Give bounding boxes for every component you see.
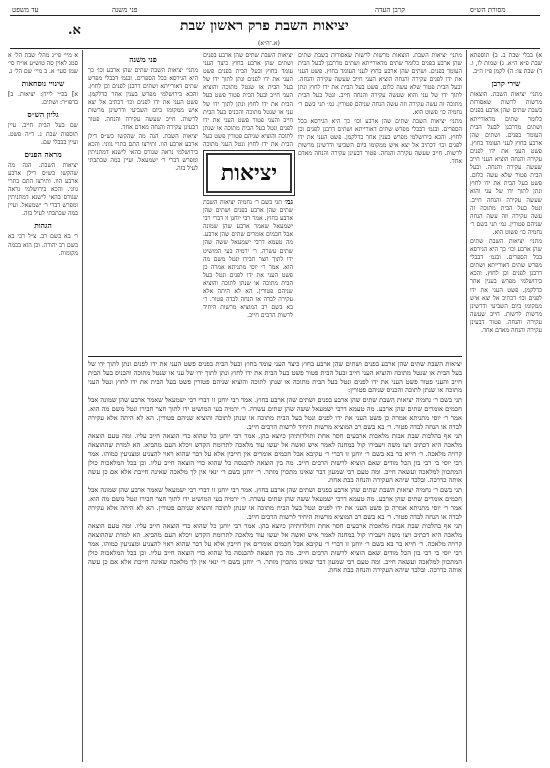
left-margin-column: [8, 52, 78, 758]
ein-mishpat-label: עד משפט: [12, 6, 39, 14]
divider-right: [466, 50, 467, 762]
header-rule-top: [10, 15, 540, 16]
korban-haeda-text-2: מתני׳ יציאות השבת שתים שהן ארבע וכו׳ כך היא הגירסא בכל הספרים. ובגמ׳ דבבלי מפרש שתים דאורייתא ושתים דרבנן לפנים וכן לחוץ. והכא בירושלמי מפרש בענין אחר כדלקמן. פשט העני את ידו לפנים וכו׳ דכתיב אל יצא איש ממקומו ביום השביעי ודרשינן מרשות לרשות. חייב שעשה עקירה והנחה. פטור דבעינן עקירה והנחה מאדם אחד.: [298, 117, 462, 166]
korban-haeda-column: [298, 52, 462, 352]
main-mishnah-text: תני בשם ר׳ נחמיה יציאות השבת שתים שהן ארבע בפנים ושתים שהן ארבע בחוץ. אמר רבי יוחנן זו דברי רבי ישמעאל שאמר ארבע שהן שמונה אבל חכמים אומרים שתים שהן ארבע. מה טעמא דרבי ישמעאל ששה שהן שתים עשרה. ר׳ ירמיה בעי המושיט ידו לתוך חצר חבירו ונטל משם מה הוא. אמר ר׳ יוסי מתניתא אמרה כן פשט העני את ידו לפנים ונטל בעל הבית מתוכה או שנתן לתוכה והוציא שניהם פטורין. הא לא היתה אלא עקירה לבדה או הנחה לבדה פטור. ר׳ בא בשם רב המוציא מרשות היחיד לרשות הרבים חייב.: [203, 199, 293, 320]
pnei-moshe-column: [88, 52, 198, 352]
shirei-korban-title: שירי קרבן: [491, 79, 521, 89]
right-margin-column: [470, 52, 542, 758]
title-word-box: [203, 150, 295, 196]
ein-mishpat-text: א מיי׳ פי״ג מהל׳ שבת הל׳ א סמג לאוין סה טוש״ע או״ח סי׳ שמז סעי׳ א. ב מיי׳ שם הל׳ ג.: [8, 52, 78, 76]
marah-text: יציאות השבת. הנה מה שהקשו בש״ס דילן ארבע ארבע הוו. ותירצו התם בתרי גווני. והכא בירושלמי נראה שגורס בהאי לישנא דמתניתין ומפרש דברי ר׳ ישמעאל. ועיין במה שכתבתי לעיל בזה.: [8, 161, 78, 218]
korban-haeda-label: קרבן העדה: [375, 6, 405, 14]
gemara-text-1: יציאות השבת שתים שהן ארבע בפנים ושתים שהן ארבע בחוץ כיצד העני עומד בחוץ ובעל הבית בפנים פשט העני את ידו לפנים ונתן לתוך ידו של בעל הבית או שנטל מתוכה והוציא העני חייב ובעל הבית פטור פשט בעל הבית את ידו לחוץ ונתן לתוך ידו של עני או שנטל מתוכה והכניס בעל הבית חייב והעני פטור פשט העני את ידו לפנים ונטל בעל הבית מתוכה או שנתן לתוכה והוציא שניהם פטורין פשט בעל הבית את ידו לחוץ ונטל העני מתוכה או שנתן לתוכה והכניס שניהם פטורין:: [88, 360, 462, 395]
daf-number: א.: [68, 23, 81, 38]
gilyon-text: שם בעל הבית חייב. עיין תוספות שבת ג. ד״ה פשט. ועיין בבבלי שם.: [8, 122, 78, 146]
gemara-label: גמ׳: [284, 197, 293, 206]
divider-left: [82, 50, 83, 762]
pnei-moshe-text: מתני׳ יציאות השבת שתים שהן ארבע וכו׳ כך היא הגירסא בכל הספרים. ובגמ׳ דבבלי מפרש שתים דאורייתא ושתים דרבנן לפנים וכן לחוץ. והכא בירושלמי מפרש בענין אחר כדלקמן. פשט העני את ידו לפנים וכו׳ דכתיב אל יצא איש ממקומו ביום השביעי ודרשינן מרשות לרשות. חייב שעשה עקירה והנחה. פטור דבעינן עקירה והנחה מאדם אחד.: [88, 67, 198, 131]
section-rule: [88, 356, 462, 357]
shirei-korban-text: מתני׳ יציאות השבת. הוצאות מרשות לרשות שאסורות בשבת שתים שהן ארבע בפנים כלומר שתים מדאורייתא ושתים מדרבנן לבעל הבית העומד בפנים. ושתים שהן ארבע בחוץ לעני העומד בחוץ. פשט העני את ידו לפנים עקירה והנחה הוציא העני חייב שעשה עקירה והנחה. ובעל הבית פטור שלא עשה כלום. פשט בעל הבית את ידו לחוץ ונתן לתוך ידו של עני והוא שעשה עקירה והנחה חייב. ונטל בעל הבית מתוכה זה עשה עקירה וזה עשה הנחה שניהם פטורין. גמ׳ תני בשם ר׳ נחמיה כו׳ פשוט הוא.: [470, 91, 542, 236]
mesoret-label: מסורת הש״ס: [470, 6, 506, 14]
korban-haeda-text: מתני׳ יציאות השבת. הוצאות מרשות לרשות שאסורות בשבת שתים שהן ארבע בפנים כלומר שתים מדאורייתא ושתים מדרבנן לבעל הבית העומד בפנים. ושתים שהן ארבע בחוץ לעני העומד בחוץ. פשט העני את ידו לפנים עקירה והנחה הוציא העני חייב שעשה עקירה והנחה. ובעל הבית פטור שלא עשה כלום. פשט בעל הבית את ידו לחוץ ונתן לתוך ידו של עני והוא שעשה עקירה והנחה חייב. ונטל בעל הבית מתוכה זה עשה עקירה וזה עשה הנחה שניהם פטורין. גמ׳ תני בשם ר׳ נחמיה כו׳ פשוט הוא.: [298, 52, 462, 116]
pnei-moshe-label: פני משנה: [112, 6, 138, 14]
gemara-text-5: תני אף בהלכות שבת אבות מלאכות ארבעים חסר אחת ותולדותיהן כיוצא בהן. אמר רבי יוחנן כל שהוא כדי הוצאה חייב עליו. ומה טעם הוצאה מלאכה היא דכתיב ויצו משה ויעבירו קול במחנה לאמר איש ואשה אל יעשו עוד מלאכה לתרומת הקדש ויכלא העם מהביא. הא למדת שההוצאה קרויה מלאכה. ר׳ חייא בר בא בשם ר׳ יוחנן זו דברי ר׳ עקיבא אבל חכמים אומרים אין חייבין אלא על דבר שהוא ראוי להצניע ומצניעין כמוהו. אמר רבי יוסי בי רבי בון הכל מודים שאם הוציא לרשות הרבים חייב. מה בין הוצאה להכנסה כל שהוא כדי הוצאה חייב עליו. וכן בכל המלאכות כולן המתכוון למלאכה ועשאה חייב. ומה טעם רבי שמעון דבר שאינו מתכוין מותר. ר׳ יוחנן בשם ר׳ ינאי אין לך מלאכה שאינה חייבת אלא אם כן עשה אותה כדרכה. ובלבד שיהא העקירה והנחה בבת אחת.: [88, 522, 462, 575]
hagahot-text: ר׳ בא בשם רב. צ״ל רבי בא בשם רב יהודה. וכן הוא בכמה מקומות.: [8, 233, 78, 257]
main-intro-text: יציאות השבת שתים שהן ארבע בפנים ושתים שהן ארבע בחוץ כיצד העני עומד בחוץ ובעל הבית בפנים פשט העני את ידו לפנים ונתן לתוך ידו של בעל הבית או שנטל מתוכה והוציא העני חייב ובעל הבית פטור פשט בעל הבית את ידו לחוץ ונתן לתוך ידו של עני או שנטל מתוכה והכניס בעל הבית חייב והעני פטור פשט העני את ידו לפנים ונטל בעל הבית מתוכה או שנתן לתוכה והוציא שניהם פטורין פשט בעל הבית את ידו לחוץ ונטל העני מתוכה: [203, 52, 293, 149]
main-text-intro: [203, 52, 293, 149]
gemara-text-4: תני בשם ר׳ נחמיה יציאות השבת שתים שהן ארבע בפנים ושתים שהן ארבע בחוץ. אמר רבי יוחנן זו דברי רבי ישמעאל שאמר ארבע שהן שמונה אבל חכמים אומרים שתים שהן ארבע. מה טעמא דרבי ישמעאל ששה שהן שתים עשרה. ר׳ ירמיה בעי המושיט ידו לתוך חצר חבירו ונטל משם מה הוא. אמר ר׳ יוסי מתניתא אמרה כן פשט העני את ידו לפנים ונטל בעל הבית מתוכה או שנתן לתוכה והוציא שניהם פטורין. הא לא היתה אלא עקירה לבדה או הנחה לבדה פטור. ר׳ בא בשם רב המוציא מרשות היחיד לרשות הרבים חייב.: [88, 486, 462, 521]
gilyon-title: גליון הש״ס: [27, 110, 59, 120]
main-text-mishnah: [203, 198, 293, 352]
pnei-moshe-text-2: יציאות השבת. הנה מה שהקשו בש״ס דילן ארבע ארבע הוו. ותירצו התם בתרי גווני. והכא בירושלמי נראה שגורס בהאי לישנא דמתניתין ומפרש דברי ר׳ ישמעאל. ועיין במה שכתבתי לעיל בזה.: [88, 132, 198, 173]
gemara-text-2: תני בשם ר׳ נחמיה יציאות השבת שתים שהן ארבע בפנים ושתים שהן ארבע בחוץ. אמר רבי יוחנן זו דברי רבי ישמעאל שאמר ארבע שהן שמונה אבל חכמים אומרים שתים שהן ארבע. מה טעמא דרבי ישמעאל ששה שהן שתים עשרה. ר׳ ירמיה בעי המושיט ידו לתוך חצר חבירו ונטל משם מה הוא. אמר ר׳ יוסי מתניתא אמרה כן פשט העני את ידו לפנים ונטל בעל הבית מתוכה או שנתן לתוכה והוציא שניהם פטורין. הא לא היתה אלא עקירה לבדה או הנחה לבדה פטור. ר׳ בא בשם רב המוציא מרשות היחיד לרשות הרבים חייב.: [88, 396, 462, 431]
gemara-text-3: תני אף בהלכות שבת אבות מלאכות ארבעים חסר אחת ותולדותיהן כיוצא בהן. אמר רבי יוחנן כל שהוא כדי הוצאה חייב עליו. ומה טעם הוצאה מלאכה היא דכתיב ויצו משה ויעבירו קול במחנה לאמר איש ואשה אל יעשו עוד מלאכה לתרומת הקדש ויכלא העם מהביא. הא למדת שההוצאה קרויה מלאכה. ר׳ חייא בר בא בשם ר׳ יוחנן זו דברי ר׳ עקיבא אבל חכמים אומרים אין חייבין אלא על דבר שהוא ראוי להצניע ומצניעין כמוהו. אמר רבי יוסי בי רבי בון הכל מודים שאם הוציא לרשות הרבים חייב. מה בין הוצאה להכנסה כל שהוא כדי הוצאה חייב עליו. וכן בכל המלאכות כולן המתכוון למלאכה ועשאה חייב. ומה טעם רבי שמעון דבר שאינו מתכוין מותר. ר׳ יוחנן בשם ר׳ ינאי אין לך מלאכה שאינה חייבת אלא אם כן עשה אותה כדרכה. ובלבד שיהא העקירה והנחה בבת אחת.: [88, 432, 462, 485]
title-word: יציאות: [206, 153, 292, 193]
mesoret-text: א) בבלי שבת ב. ב) תוספתא שבת פ״א ה״א. ג) שמות לו, ו. ד) שבת צו: ה) לקמן פ״ז ה״ב.: [470, 52, 542, 76]
chapter-subtitle: (א.־ה״א): [258, 40, 280, 47]
page-header: [0, 0, 550, 46]
marah-title: מראה הפנים: [24, 149, 62, 159]
shinuyei-text: א] בכ״י ליידן: יציאות. ב] בדפו״ר: ושתים.: [8, 91, 78, 107]
page-title: יציאות השבת פרק ראשון שבת: [180, 18, 349, 34]
main-text-gemara: [88, 360, 462, 758]
shirei-korban-text-2: מתני׳ יציאות השבת שתים שהן ארבע וכו׳ כך היא הגירסא בכל הספרים. ובגמ׳ דבבלי מפרש שתים דאורייתא ושתים דרבנן לפנים וכן לחוץ. והכא בירושלמי מפרש בענין אחר כדלקמן. פשט העני את ידו לפנים וכו׳ דכתיב אל יצא איש ממקומו ביום השביעי ודרשינן מרשות לרשות. חייב שעשה עקירה והנחה. פטור דבעינן עקירה והנחה מאדם אחד.: [470, 237, 542, 334]
header-rule-bottom: [10, 48, 540, 49]
pnei-moshe-title: פני משנה: [129, 55, 157, 64]
shinuyei-title: שינויי נוסחאות: [21, 79, 65, 89]
hagahot-title: הגהות: [34, 221, 52, 231]
